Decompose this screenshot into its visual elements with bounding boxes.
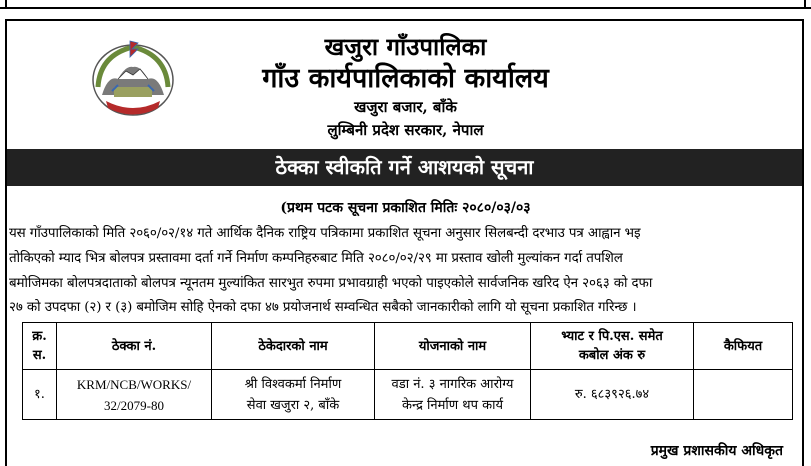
cell-project	[375, 370, 531, 420]
contract-no-line2: 32/2079-80	[104, 397, 164, 413]
body-line-3: बमोजिमका बोलपत्रदाताको बोलपत्र न्यूनतम मुल्यांकित सारभुत रुपमा प्रभावग्राही भएको पाइएकोले सार्वजनिक खरिद ऐन २०६३ को दफा	[9, 276, 653, 291]
header-serial-line1: क्र.	[32, 329, 47, 344]
notice-title-banner: ठेक्का स्वीकति गर्ने आशयको सूचना	[7, 149, 802, 186]
header-contract-no: ठेक्का नं.	[57, 323, 212, 370]
header-amount	[531, 323, 694, 370]
body-line-2: तोकिएको म्याद भित्र बोलपत्र प्रस्तावमा दर्ता गर्ने निर्माण कम्पनिहरुबाट मिति २०८०/०२/२९ मा प्रस्ताव खोली मुल्यांकन गर्दा तपशिल	[9, 251, 623, 266]
header-amount-line1: भ्याट र पि.एस. समेत	[561, 329, 663, 344]
table-row	[23, 370, 793, 420]
contractor-line1: श्री विश्वकर्मा निर्माण	[244, 376, 342, 392]
top-border	[0, 0, 811, 9]
municipality-name: खजुरा गाँउपालिका	[324, 32, 487, 61]
contractor-line2: सेवा खजुरा २, बाँके	[246, 397, 340, 413]
body-line-1: यस गाँउपालिकाको मिति २०६०/०२/१४ गते आर्थिक दैनिक राष्ट्रिय पत्रिकामा प्रकाशित सूचना अनुसार सिलबन्दी दरभाउ पत्र आह्वान भइ	[9, 226, 641, 241]
header-serial-line2: स.	[32, 348, 47, 363]
header-remarks: कैफियत	[694, 323, 793, 370]
signatory-title: प्रमुख प्रशासकीय अधिकृत	[650, 443, 783, 459]
cell-contractor	[212, 370, 375, 420]
project-line1: वडा नं. ३ नागरिक आरोग्य	[391, 376, 514, 392]
header-project: योजनाको नाम	[375, 323, 531, 370]
cell-serial: १.	[23, 370, 57, 420]
cell-remarks	[694, 370, 793, 420]
body-line-4: २७ को उपदफा (२) र (३) बमोजिम सोहि ऐनको दफा ४७ प्रयोजनार्थ सम्वन्धित सबैको जानकारीको लागि यो सूचना प्रकाशित गरिन्छ ।	[9, 300, 637, 315]
province-line: लुम्बिनी प्रदेश सरकार, नेपाल	[327, 121, 484, 139]
header-serial	[23, 323, 57, 370]
office-address: खजुरा बजार, बाँके	[354, 98, 457, 116]
office-name: गाँउ कार्यपालिकाको कार्यालय	[262, 63, 549, 94]
contract-no-line1: KRM/NCB/WORKS/	[76, 376, 192, 392]
cell-contract-no	[57, 370, 212, 420]
header-contractor: ठेकेदारको नाम	[212, 323, 375, 370]
table-header-row	[23, 323, 793, 370]
header-amount-line2: कबोल अंक रु	[578, 348, 646, 363]
publication-date: (प्रथम पटक सूचना प्रकाशित मितिः २०८०/०३/०३	[280, 200, 531, 216]
project-line2: केन्द्र निर्माण थप कार्य	[401, 397, 503, 413]
cell-amount: रु. ६८३९२६.७४	[531, 370, 694, 420]
contract-table	[22, 322, 793, 420]
